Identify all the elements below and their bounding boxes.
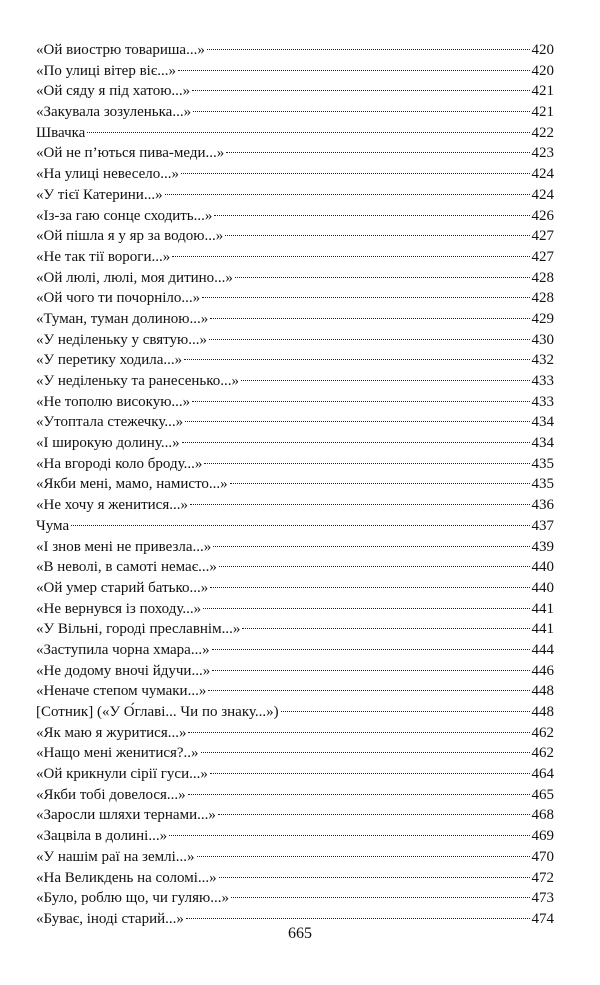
toc-entry-title: «Якби тобі довелося...» bbox=[36, 786, 186, 803]
dot-leader bbox=[219, 877, 530, 878]
toc-entry-title: «У неділеньку у святую...» bbox=[36, 331, 207, 348]
dot-leader bbox=[203, 608, 529, 609]
toc-entry-page: 472 bbox=[531, 869, 554, 886]
toc-entry-page: 428 bbox=[531, 269, 554, 286]
toc-entry-title: «Було, роблю що, чи гуляю...» bbox=[36, 890, 229, 907]
toc-entry-title: «Закувала зозуленька...» bbox=[36, 104, 192, 121]
toc-entry-page: 470 bbox=[531, 848, 554, 865]
toc-entry-title: «У Вільні, городі преславнім...» bbox=[36, 621, 241, 638]
dot-leader bbox=[185, 421, 529, 422]
toc-entry-page: 433 bbox=[531, 393, 554, 410]
toc-entry bbox=[36, 619, 554, 640]
toc-entry-title: «Утоптала стежечку...» bbox=[36, 414, 184, 431]
dot-leader bbox=[87, 132, 529, 133]
toc-entry bbox=[36, 206, 554, 227]
toc-entry-page: 432 bbox=[531, 352, 554, 369]
toc-entry-title: «Заросли шляхи тернами...» bbox=[36, 807, 216, 824]
dot-leader bbox=[210, 773, 530, 774]
toc-entry-title: «Ой сяду я під хатою...» bbox=[36, 83, 191, 100]
toc-entry-page: 435 bbox=[531, 455, 554, 472]
dot-leader bbox=[188, 732, 529, 733]
dot-leader bbox=[190, 504, 530, 505]
toc-entry bbox=[36, 61, 554, 82]
toc-entry-title: «Ой пішла я у яр за водою...» bbox=[36, 228, 224, 245]
dot-leader bbox=[209, 339, 530, 340]
toc-entry-page: 427 bbox=[531, 228, 554, 245]
dot-leader bbox=[181, 173, 530, 174]
toc-entry bbox=[36, 785, 554, 806]
dot-leader bbox=[188, 794, 530, 795]
toc-entry-page: 441 bbox=[531, 600, 554, 617]
dot-leader bbox=[231, 897, 530, 898]
toc-entry bbox=[36, 288, 554, 309]
toc-entry-title: «У неділеньку та ранесенько...» bbox=[36, 373, 239, 389]
dot-leader bbox=[212, 670, 529, 671]
toc-entry-title: «По улиці вітер віє...» bbox=[36, 62, 177, 79]
toc-entry bbox=[36, 847, 554, 868]
dot-leader bbox=[165, 194, 530, 195]
toc-entry-page: 421 bbox=[531, 83, 554, 100]
toc-entry-page: 440 bbox=[531, 579, 554, 596]
toc-entry bbox=[36, 537, 554, 558]
toc-entry bbox=[36, 81, 554, 102]
toc-entry-page: 420 bbox=[531, 62, 554, 79]
toc-entry-page: 437 bbox=[531, 517, 554, 534]
toc-entry-page: 427 bbox=[531, 248, 554, 265]
toc-entry-page: 428 bbox=[531, 290, 554, 307]
toc-entry bbox=[36, 702, 554, 723]
toc-entry-page: 426 bbox=[531, 207, 554, 224]
toc-entry-page: 434 bbox=[531, 435, 554, 452]
dot-leader bbox=[241, 380, 530, 381]
dot-leader bbox=[212, 649, 530, 650]
toc-entry bbox=[36, 350, 554, 371]
toc-entry bbox=[36, 826, 554, 847]
dot-leader bbox=[235, 277, 530, 278]
toc-entry-title: «Зацвіла в долині...» bbox=[36, 828, 168, 845]
toc-entry-title: «Не додому вночі йдучи...» bbox=[36, 662, 211, 679]
toc-entry-title: [Сотник] («У О́главі... Чи по знаку...») bbox=[36, 704, 279, 720]
toc-entry-page: 448 bbox=[531, 704, 554, 720]
dot-leader bbox=[193, 111, 529, 112]
toc-entry bbox=[36, 661, 554, 682]
dot-leader bbox=[242, 628, 529, 629]
dot-leader bbox=[169, 835, 529, 836]
toc-entry-title: «Ой люлі, люлі, моя дитино...» bbox=[36, 269, 233, 286]
dot-leader bbox=[219, 566, 530, 567]
toc-entry bbox=[36, 268, 554, 289]
toc-entry-page: 436 bbox=[531, 497, 554, 514]
toc-entry bbox=[36, 454, 554, 475]
toc-entry bbox=[36, 743, 554, 764]
toc-entry-title: Швачка bbox=[36, 124, 86, 141]
toc-entry-page: 474 bbox=[531, 910, 554, 927]
dot-leader bbox=[230, 483, 530, 484]
toc-entry-title: «Туман, туман долиною...» bbox=[36, 310, 209, 327]
toc-entry-title: «У нашім раї на землі...» bbox=[36, 848, 195, 865]
toc-entry-title: «На Великдень на соломі...» bbox=[36, 869, 217, 886]
dot-leader bbox=[214, 215, 529, 216]
toc-entry-page: 462 bbox=[531, 745, 554, 762]
toc-entry-page: 439 bbox=[531, 538, 554, 555]
toc-entry-page: 429 bbox=[531, 310, 554, 327]
toc-entry-page: 462 bbox=[531, 724, 554, 741]
toc-entry-title: «І знов мені не привезла...» bbox=[36, 538, 212, 555]
toc-entry-title: «Якби мені, мамо, намисто...» bbox=[36, 476, 228, 493]
toc-entry-title: «Неначе степом чумаки...» bbox=[36, 683, 207, 700]
toc-entry-title: «У перетику ходила...» bbox=[36, 352, 183, 369]
toc-entry-title: «Не вернувся із походу...» bbox=[36, 600, 202, 617]
toc-entry-page: 420 bbox=[531, 42, 554, 58]
toc-entry bbox=[36, 516, 554, 537]
dot-leader bbox=[225, 235, 529, 236]
toc-entry-page: 435 bbox=[531, 476, 554, 493]
toc-entry bbox=[36, 412, 554, 433]
toc-entry-page: 465 bbox=[531, 786, 554, 803]
toc-entry-title: «Із-за гаю сонце сходить...» bbox=[36, 207, 213, 224]
toc-entry bbox=[36, 392, 554, 413]
toc-entry-title: Чума bbox=[36, 517, 70, 534]
toc-entry bbox=[36, 888, 554, 909]
toc-entry bbox=[36, 495, 554, 516]
toc-entry-page: 448 bbox=[531, 683, 554, 700]
toc-entry bbox=[36, 123, 554, 144]
toc-entry-page: 423 bbox=[531, 145, 554, 162]
toc-entry bbox=[36, 185, 554, 206]
toc-entry bbox=[36, 247, 554, 268]
toc-entry bbox=[36, 578, 554, 599]
dot-leader bbox=[197, 856, 530, 857]
toc-entry-page: 446 bbox=[531, 662, 554, 679]
toc-entry bbox=[36, 868, 554, 889]
dot-leader bbox=[204, 463, 529, 464]
toc-entry bbox=[36, 226, 554, 247]
dot-leader bbox=[210, 587, 529, 588]
toc-entry-title: «Нащо мені женитися?..» bbox=[36, 745, 199, 762]
toc-entry-page: 440 bbox=[531, 559, 554, 576]
dot-leader bbox=[213, 546, 529, 547]
toc-entry-title: «Ой не п’ються пива-меди...» bbox=[36, 145, 225, 162]
toc-entry bbox=[36, 474, 554, 495]
dot-leader bbox=[201, 752, 530, 753]
toc-entry-page: 430 bbox=[531, 331, 554, 348]
dot-leader bbox=[208, 690, 529, 691]
dot-leader bbox=[226, 152, 529, 153]
toc-entry-page: 421 bbox=[531, 104, 554, 121]
toc-entry bbox=[36, 371, 554, 392]
toc-entry bbox=[36, 764, 554, 785]
toc-entry bbox=[36, 164, 554, 185]
toc-entry-title: «І широкую долину...» bbox=[36, 435, 180, 452]
toc-entry bbox=[36, 805, 554, 826]
dot-leader bbox=[281, 711, 530, 712]
toc-entry-title: «Не хочу я женитися...» bbox=[36, 497, 188, 514]
toc-entry bbox=[36, 433, 554, 454]
toc-entry bbox=[36, 557, 554, 578]
toc-entry-page: 468 bbox=[531, 807, 554, 824]
dot-leader bbox=[186, 918, 530, 919]
toc-entry-title: «В неволі, в самоті немає...» bbox=[36, 559, 217, 576]
toc-entry bbox=[36, 723, 554, 744]
page-number: 665 bbox=[288, 925, 312, 942]
dot-leader bbox=[178, 70, 529, 71]
toc-entry-title: «Ой виострю товариша...» bbox=[36, 42, 205, 58]
toc-entry bbox=[36, 102, 554, 123]
dot-leader bbox=[192, 401, 529, 402]
toc-entry-page: 433 bbox=[531, 373, 554, 389]
toc-entry bbox=[36, 143, 554, 164]
dot-leader bbox=[184, 359, 529, 360]
toc-entry-title: «У тієї Катерини...» bbox=[36, 186, 163, 203]
toc-entry-title: «Ой крикнули сірії гуси...» bbox=[36, 766, 208, 783]
dot-leader bbox=[218, 814, 530, 815]
dot-leader bbox=[71, 525, 529, 526]
toc-entry-title: «Не тополю високую...» bbox=[36, 393, 191, 410]
table-of-contents bbox=[36, 40, 554, 930]
dot-leader bbox=[202, 297, 529, 298]
dot-leader bbox=[207, 49, 530, 50]
toc-entry-page: 441 bbox=[531, 621, 554, 638]
toc-entry bbox=[36, 599, 554, 620]
toc-entry bbox=[36, 640, 554, 661]
toc-entry-page: 424 bbox=[531, 166, 554, 183]
toc-entry-page: 464 bbox=[531, 766, 554, 783]
toc-entry bbox=[36, 40, 554, 61]
toc-entry-title: «Ой умер старий батько...» bbox=[36, 579, 209, 596]
toc-entry-title: «Буває, іноді старий...» bbox=[36, 910, 184, 927]
toc-entry-title: «На вгороді коло броду...» bbox=[36, 455, 203, 472]
dot-leader bbox=[172, 256, 529, 257]
toc-entry bbox=[36, 681, 554, 702]
toc-entry bbox=[36, 330, 554, 351]
dot-leader bbox=[182, 442, 530, 443]
toc-entry-title: «Ой чого ти почорніло...» bbox=[36, 290, 201, 307]
toc-entry-page: 422 bbox=[531, 124, 554, 141]
toc-entry-page: 444 bbox=[531, 641, 554, 658]
toc-entry-title: «На улиці невесело...» bbox=[36, 166, 179, 183]
dot-leader bbox=[192, 90, 529, 91]
toc-entry-page: 473 bbox=[531, 890, 554, 907]
toc-entry-page: 424 bbox=[531, 186, 554, 203]
toc-entry bbox=[36, 309, 554, 330]
toc-entry-title: «Заступила чорна хмара...» bbox=[36, 641, 210, 658]
toc-entry-page: 434 bbox=[531, 414, 554, 431]
toc-entry-title: «Не так тії вороги...» bbox=[36, 248, 171, 265]
dot-leader bbox=[210, 318, 529, 319]
toc-entry-title: «Як маю я журитися...» bbox=[36, 724, 187, 741]
toc-entry-page: 469 bbox=[531, 828, 554, 845]
